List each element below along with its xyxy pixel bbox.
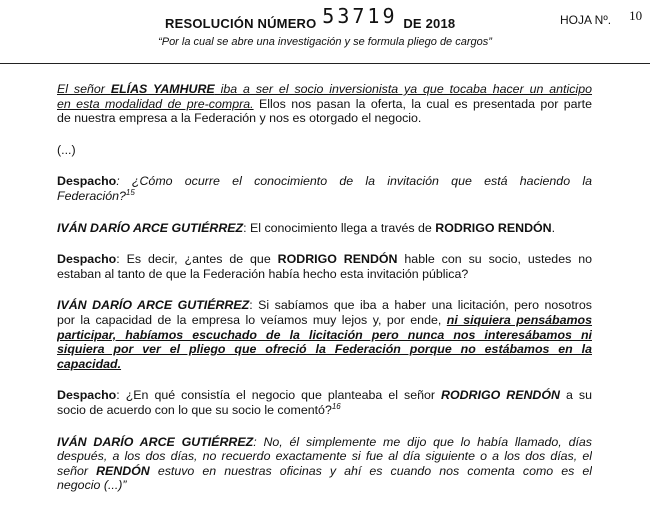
resolution-stamp-number: 53719: [322, 4, 398, 28]
paragraph-despacho-2: Despacho: Es decir, ¿antes de que RODRIGO RENDÓN hable con su socio, ustedes no estaban al tanto de que la Federación había hecho esta invitación pública?: [57, 252, 592, 281]
resolution-subtitle: “Por la cual se abre una investigación y se formula pliego de cargos”: [158, 36, 492, 48]
sheet-label: HOJA Nº.: [560, 13, 612, 27]
paragraph-despacho-3: Despacho: ¿En qué consistía el negocio que planteaba el señor RODRIGO RENDÓN a su socio de acuerdo con lo que su socio le comentó?$^{16}$: [57, 388, 592, 417]
document-body: [57, 82, 592, 510]
speaker-despacho: Despacho: [57, 388, 117, 403]
speaker-arce: IVÁN DARÍO ARCE GUTIÉRREZ: [57, 434, 254, 449]
sheet-indicator: [560, 8, 643, 28]
footnote-ref-15: 15: [125, 187, 135, 197]
resolution-title-right: DE 2018: [403, 16, 456, 31]
paragraph-1-line-1: El señor ELÍAS YAMHURE iba a ser el socio inversionista ya que tocaba hacer un anticipo: [57, 82, 592, 96]
header-divider: [0, 63, 650, 64]
paragraph-despacho-1-line-1: Despacho: ¿Cómo ocurre el conocimiento de la invitación que está haciendo la: [57, 174, 592, 189]
ellipsis-paragraph: (...): [57, 142, 76, 157]
paragraph-1-line-3: de nuestra empresa a la Federación y nos es otorgado el negocio.: [57, 111, 422, 126]
paragraph-arce-2: IVÁN DARÍO ARCE GUTIÉRREZ: Si sabíamos que iba a haber una licitación, pero nosotros por la capacidad de la empresa lo veíamos muy lejos y, por ende, ni siquiera pensábamos participar, habíamos escuchado de la licitación pero nunca nos interesábamos ni siquiera por ver el pliego que ofreció la Federación porque no estábamos en la capacidad.: [57, 298, 592, 371]
speaker-arce: IVÁN DARÍO ARCE GUTIÉRREZ: [57, 298, 250, 313]
paragraph-1-line-2: en esta modalidad de pre-compra. Ellos nos pasan la oferta, la cual es presentada por parte: [57, 96, 592, 111]
sheet-number: 10: [629, 8, 643, 23]
paragraph-1: [57, 82, 592, 126]
speaker-despacho: Despacho: [57, 174, 117, 189]
paragraph-arce-1: IVÁN DARÍO ARCE GUTIÉRREZ: El conocimiento llega a través de RODRIGO RENDÓN.: [57, 220, 556, 235]
resolution-title-left: RESOLUCIÓN NÚMERO: [165, 16, 317, 31]
paragraph-despacho-1: [57, 174, 592, 203]
paragraph-despacho-1-line-2: Federación?$^{15}$: [57, 187, 135, 203]
paragraph-arce-3: IVÁN DARÍO ARCE GUTIÉRREZ: No, él simplemente me dijo que lo había llamado, días después, a los dos días, no recuerdo exactamente si fue al día siguiente o a los dos días, el señor RENDÓN estuvo en nuestras oficinas y ahí es cuando nos comenta como es el negocio (...)”: [57, 434, 592, 493]
speaker-arce: IVÁN DARÍO ARCE GUTIÉRREZ: [57, 220, 244, 235]
resolution-title: [165, 4, 456, 33]
footnote-ref-16: 16: [331, 401, 341, 411]
speaker-despacho: Despacho: [57, 252, 117, 267]
